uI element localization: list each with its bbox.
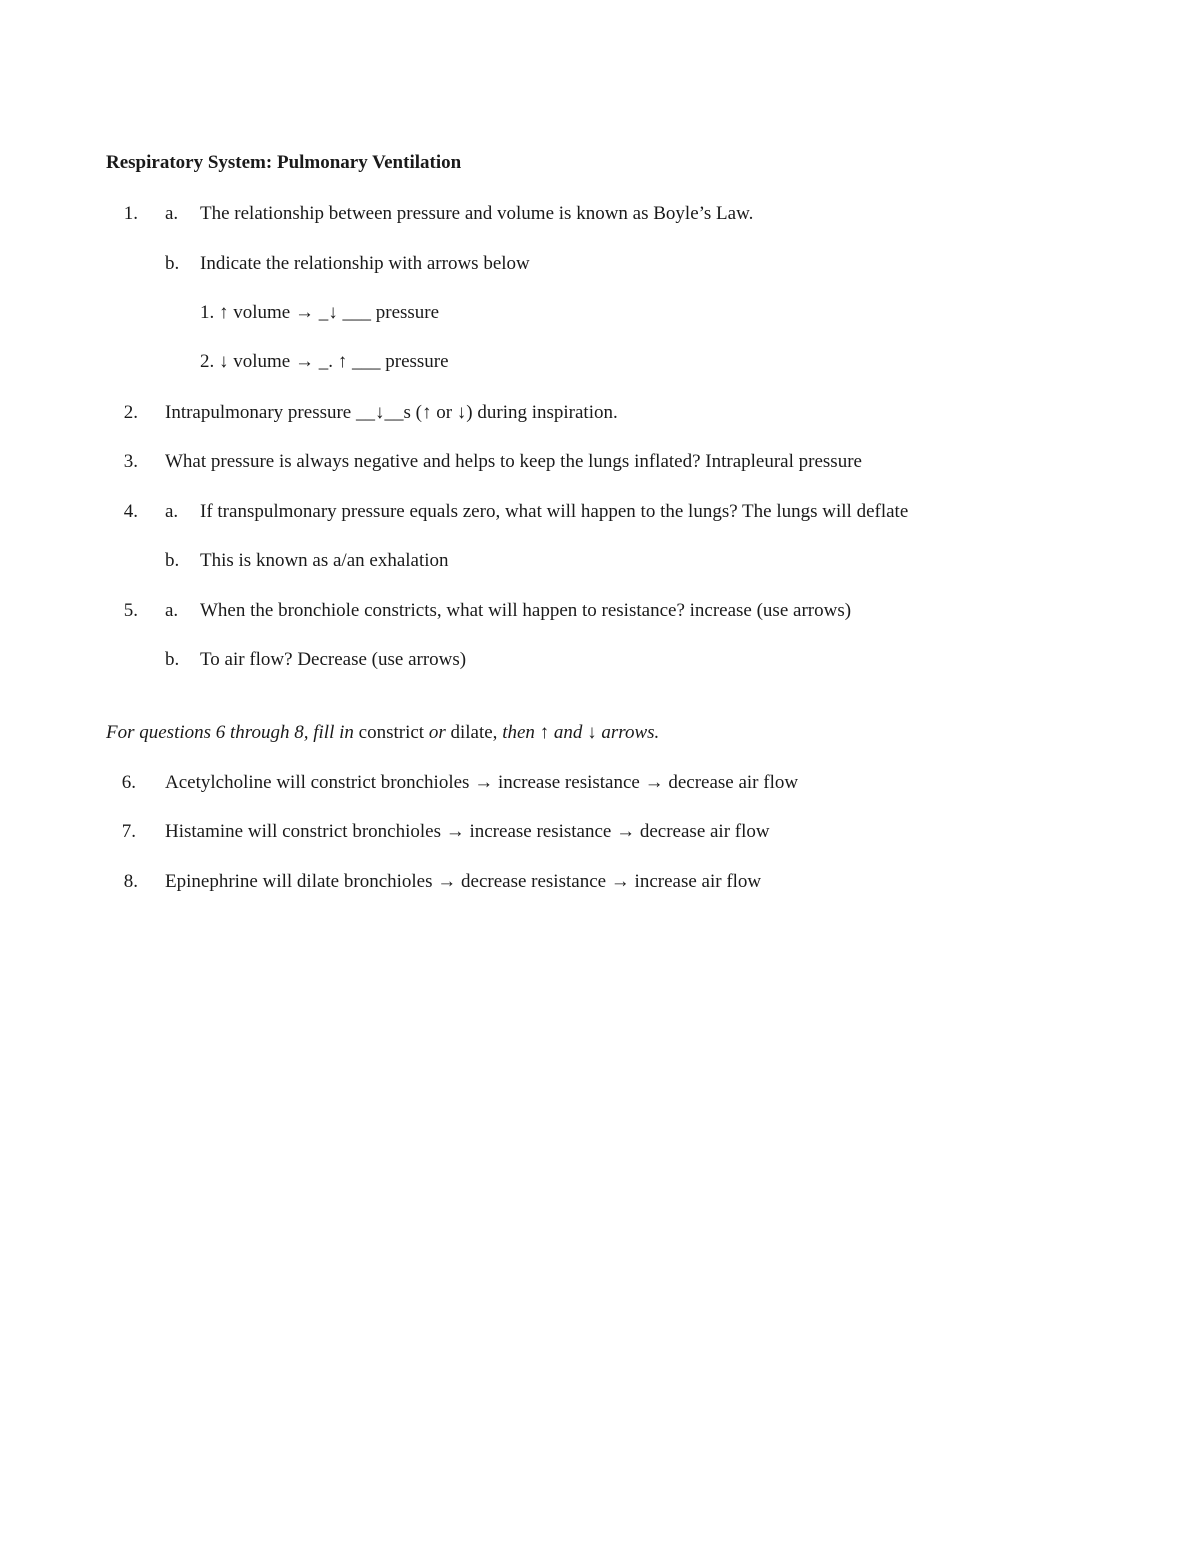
- question-1b-text: Indicate the relationship with arrows below: [200, 253, 530, 274]
- question-4-number: 4.: [123, 501, 138, 522]
- question-5a-text: When the bronchiole constricts, what will happen to resistance? increase (use arrows): [200, 600, 852, 621]
- instructions: [106, 722, 659, 744]
- question-1b-sub-1: 1. ↑ volume → _↓ ___ pressure: [200, 302, 440, 323]
- instructions-part-1: For questions 6 through 8, fill in: [106, 722, 354, 743]
- question-1-number: 1.: [123, 203, 138, 224]
- instructions-part-4: dilate,: [445, 722, 503, 743]
- question-8-number: 8.: [123, 871, 138, 892]
- question-7-number: 7.: [121, 821, 136, 842]
- question-2-number: 2.: [123, 402, 138, 423]
- page-title: Respiratory System: Pulmonary Ventilation: [106, 152, 462, 173]
- instructions-part-5: then ↑ and ↓ arrows.: [502, 722, 660, 743]
- question-3-number: 3.: [123, 451, 138, 472]
- question-7-text: Histamine will constrict bronchioles → increase resistance → decrease air flow: [165, 821, 770, 842]
- question-1a-label: a.: [165, 203, 179, 224]
- instructions-part-2: constrict: [353, 722, 429, 743]
- question-1a-text: The relationship between pressure and volume is known as Boyle’s Law.: [200, 203, 754, 224]
- question-4b-text: This is known as a/an exhalation: [200, 550, 449, 571]
- question-6-number: 6.: [121, 772, 136, 793]
- question-5a-label: a.: [165, 600, 179, 621]
- question-8-text: Epinephrine will dilate bronchioles → decrease resistance → increase air flow: [165, 871, 762, 892]
- question-4a-text: If transpulmonary pressure equals zero, what will happen to the lungs? The lungs will deflate: [200, 501, 909, 522]
- question-1b-sub-2: 2. ↓ volume → _. ↑ ___ pressure: [200, 351, 449, 372]
- instructions-part-3: or: [428, 722, 446, 743]
- question-4a-label: a.: [165, 501, 179, 522]
- question-6-text: Acetylcholine will constrict bronchioles → increase resistance → decrease air flow: [165, 772, 799, 793]
- question-5b-text: To air flow? Decrease (use arrows): [200, 649, 467, 670]
- question-1b-label: b.: [165, 253, 180, 274]
- question-4b-label: b.: [165, 550, 180, 571]
- question-3-text: What pressure is always negative and helps to keep the lungs inflated? Intrapleural pressure: [165, 451, 862, 472]
- question-2-text: Intrapulmonary pressure __↓__s (↑ or ↓) during inspiration.: [165, 402, 618, 423]
- question-5b-label: b.: [165, 649, 180, 670]
- question-5-number: 5.: [123, 600, 138, 621]
